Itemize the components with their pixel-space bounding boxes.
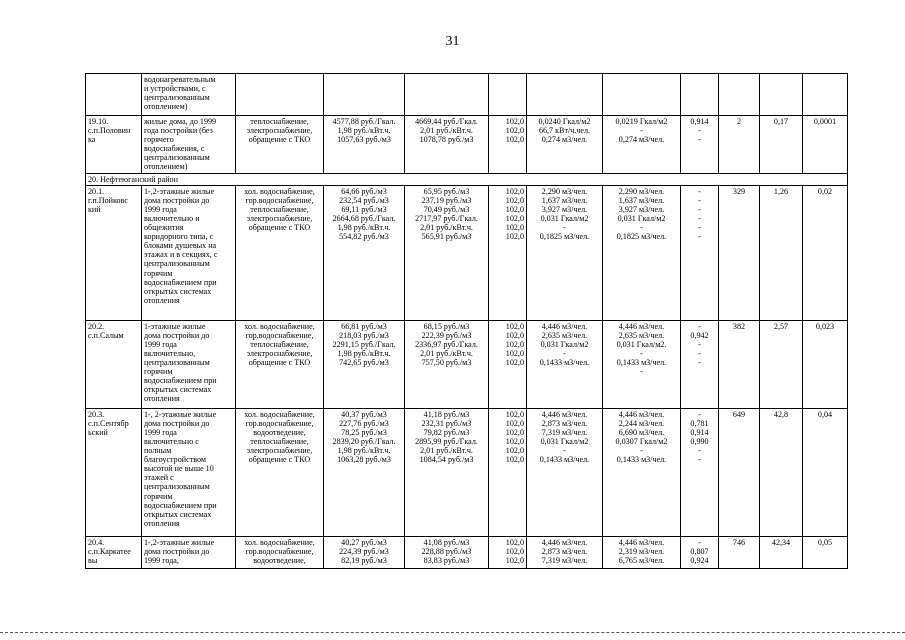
cell-growth-index: 102,0 102,0 102,0 102,0 102,0 102,0 — [489, 408, 527, 536]
cell-housing-type: 1-,2-этажные жилые дома постройки до 1999 года включительно и общежития коридорного типа, с блоками душевых на этажах и в секциях, с централизованным горячим водоснабжением при открытых системах отопления — [142, 185, 236, 320]
cell-share-percent: 1,26 — [760, 185, 803, 320]
cell-norm-ratio: - 0,807 0,924 — [681, 536, 719, 568]
cell-tariff-new — [405, 74, 489, 116]
cell-locality: 20.2. с.п.Салым — [86, 320, 142, 408]
table-row — [86, 185, 848, 320]
cell-norm-current — [527, 74, 603, 116]
cell-locality: 19.10. с.п.Половин ка — [86, 116, 142, 174]
cell-norm-new: 4,446 м3/чел. 2,319 м3/чел. 6,765 м3/чел. — [603, 536, 681, 568]
cell-share-fraction: 0,05 — [803, 536, 848, 568]
cell-share-fraction: 0,04 — [803, 408, 848, 536]
cell-norm-current: 4,446 м3/чел. 2,635 м3/чел. 0,031 Гкал/м2 - 0,1433 м3/чел. — [527, 320, 603, 408]
section-row — [86, 173, 848, 185]
cell-housing-type: 1-,2-этажные жилые дома постройки до 1999 года, — [142, 536, 236, 568]
cell-tariff-new: 41,08 руб./м3 228,88 руб./м3 83,83 руб./м3 — [405, 536, 489, 568]
cell-services: хол. водоснабжение, гор.водоснабжение, теплоснабжение, электроснабжение, обращение с ТКО — [236, 320, 324, 408]
cell-tariff-current — [324, 74, 405, 116]
cell-locality: 20.1. г.п.Пойковс кий — [86, 185, 142, 320]
cell-population: 746 — [719, 536, 760, 568]
cell-share-fraction: 0,0001 — [803, 116, 848, 174]
cell-share-fraction: 0,023 — [803, 320, 848, 408]
cell-norm-new: 4,446 м3/чел. 2,635 м3/чел. 0,031 Гкал/м2. - 0,1433 м3/чел. - — [603, 320, 681, 408]
cell-tariff-new: 4669,44 руб./Гкал. 2,01 руб./кВт.ч. 1078,78 руб./м3 — [405, 116, 489, 174]
cell-services: хол. водоснабжение, гор.водоснабжение, водоотведение, — [236, 536, 324, 568]
cell-services — [236, 74, 324, 116]
cell-norm-ratio: - - - - - - — [681, 185, 719, 320]
cell-housing-type: 1-этажные жилые дома постройки до 1999 года включительно, централизованным горячим водоснабжением при открытых системах отопления — [142, 320, 236, 408]
cell-share-fraction: 0,02 — [803, 185, 848, 320]
cell-norm-current: 4,446 м3/чел. 2,873 м3/чел. 7,319 м3/чел. — [527, 536, 603, 568]
cell-growth-index — [489, 74, 527, 116]
cell-tariff-new: 65,95 руб./м3 237,19 руб./м3 70,49 руб./м3 2717,97 руб./Гкал. 2,01 руб./кВт.ч. 565,91 руб./м3 — [405, 185, 489, 320]
tariff-table — [85, 73, 848, 569]
table-row — [86, 536, 848, 568]
cell-share-percent — [760, 74, 803, 116]
cell-tariff-current: 4577,88 руб./Гкал. 1,98 руб./кВт.ч. 1057,63 руб./м3 — [324, 116, 405, 174]
cell-population: 2 — [719, 116, 760, 174]
cell-housing-type: 1-, 2-этажные жилые дома постройки до 1999 года включительно с полным благоустройством высотой не выше 10 этажей с централизованным горячим водоснабжением при открытых системах отопления — [142, 408, 236, 536]
cell-locality: 20.4. с.п.Каркатее вы — [86, 536, 142, 568]
cell-norm-ratio: - 0,942 - - - — [681, 320, 719, 408]
table-row — [86, 408, 848, 536]
section-header: 20. Нефтеюганский район — [86, 173, 848, 185]
cell-services: хол. водоснабжение, гор.водоснабжение, водоотведение, теплоснабжение, электроснабжение, обращение с ТКО — [236, 408, 324, 536]
cell-share-percent: 42,8 — [760, 408, 803, 536]
cell-tariff-current: 66,81 руб./м3 218,03 руб./м3 2291,15 руб./Гкал. 1,98 руб./кВт.ч. 742,65 руб./м3 — [324, 320, 405, 408]
cell-tariff-new: 41,18 руб./м3 232,31 руб./м3 79,82 руб./м3 2895,99 руб./Гкал. 2,01 руб./кВт.ч. 1084,54 руб./м3 — [405, 408, 489, 536]
cell-growth-index: 102,0 102,0 102,0 — [489, 536, 527, 568]
cell-share-percent: 2,57 — [760, 320, 803, 408]
cell-tariff-current: 40,27 руб./м3 224,39 руб./м3 82,19 руб./м3 — [324, 536, 405, 568]
cell-norm-new — [603, 74, 681, 116]
cell-share-percent: 0,17 — [760, 116, 803, 174]
cell-tariff-current: 64,66 руб./м3 232,54 руб./м3 69,11 руб./м3 2664,68 руб./Гкал. 1,98 руб./кВт.ч. 554,82 руб./м3 — [324, 185, 405, 320]
cell-norm-new: 0,0219 Гкал/м2 - 0,274 м3/чел. — [603, 116, 681, 174]
cell-locality: 20.3. с.п.Сентябр ьский — [86, 408, 142, 536]
cell-norm-new: 4,446 м3/чел. 2,244 м3/чел. 6,690 м3/чел. 0,0307 Гкал/м2 - 0,1433 м3/чел. — [603, 408, 681, 536]
cell-share-fraction — [803, 74, 848, 116]
cell-norm-new: 2,290 м3/чел. 1,637 м3/чел. 3,927 м3/чел. 0,031 Гкал/м2 - 0,1825 м3/чел. — [603, 185, 681, 320]
cell-services: хол. водоснабжение, гор.водоснабжение, теплоснабжение, электроснабжение, обращение с ТКО — [236, 185, 324, 320]
cell-growth-index: 102,0 102,0 102,0 102,0 102,0 — [489, 320, 527, 408]
table-row — [86, 74, 848, 116]
cell-population: 382 — [719, 320, 760, 408]
cell-services: теплоснабжение, электроснабжение, обращение с ТКО — [236, 116, 324, 174]
cell-tariff-current: 40,37 руб./м3 227,76 руб./м3 78,25 руб./м3 2839,20 руб./Гкал. 1,98 руб./кВт.ч. 1063,28 руб./м3 — [324, 408, 405, 536]
cell-norm-current: 4,446 м3/чел. 2,873 м3/чел. 7,319 м3/чел. 0,031 Гкал/м2 - 0,1433 м3/чел. — [527, 408, 603, 536]
cell-locality — [86, 74, 142, 116]
table-row — [86, 116, 848, 174]
page-number: 31 — [445, 34, 460, 49]
cell-population: 329 — [719, 185, 760, 320]
cell-tariff-new: 68,15 руб./м3 222,39 руб./м3 2336,97 руб./Гкал. 2,01 руб./кВт.ч. 757,50 руб./м3 — [405, 320, 489, 408]
cell-population — [719, 74, 760, 116]
cell-norm-ratio — [681, 74, 719, 116]
page-bottom-rule — [0, 632, 905, 633]
cell-population: 649 — [719, 408, 760, 536]
table-row — [86, 320, 848, 408]
cell-growth-index: 102,0 102,0 102,0 — [489, 116, 527, 174]
cell-share-percent: 42,34 — [760, 536, 803, 568]
cell-housing-type: жилые дома, до 1999 года постройки (без горячего водоснабжения, с централизованным отоплением) — [142, 116, 236, 174]
cell-norm-current: 2,290 м3/чел. 1,637 м3/чел. 3,927 м3/чел. 0,031 Гкал/м2 - 0,1825 м3/чел. — [527, 185, 603, 320]
cell-housing-type: водонагревательным и устройствами, с централизованным отоплением) — [142, 74, 236, 116]
cell-norm-ratio: 0,914 - - — [681, 116, 719, 174]
cell-norm-ratio: - 0,781 0,914 0,990 - - — [681, 408, 719, 536]
cell-norm-current: 0,0240 Гкал/м2 66,7 кВт/ч.чел. 0,274 м3/чел. — [527, 116, 603, 174]
cell-growth-index: 102,0 102,0 102,0 102,0 102,0 102,0 — [489, 185, 527, 320]
